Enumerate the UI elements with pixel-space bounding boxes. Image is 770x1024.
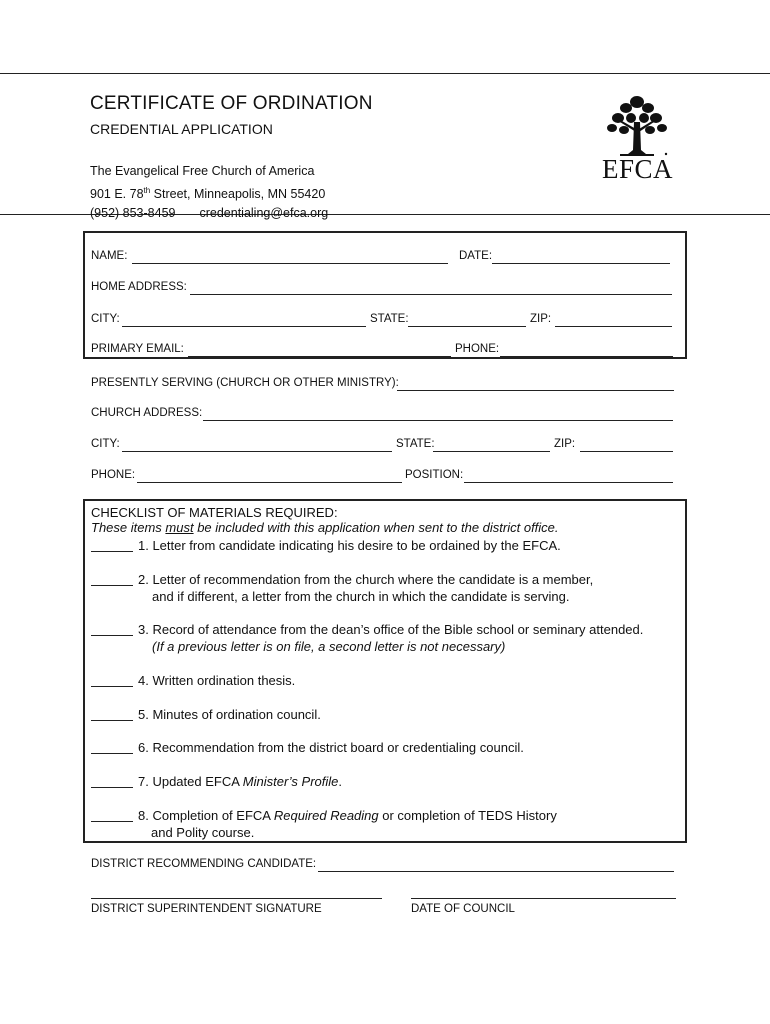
org-phone: (952) 853-8459 [90, 206, 176, 221]
name-field[interactable] [132, 263, 448, 264]
date-label: DATE: [459, 250, 493, 262]
date-of-council-label: DATE OF COUNCIL [411, 903, 515, 915]
church-zip-label: ZIP: [554, 438, 576, 450]
item-5-checkbox-line[interactable] [91, 720, 133, 721]
presently-serving-field[interactable] [397, 390, 674, 391]
presently-serving-label: PRESENTLY SERVING (CHURCH OR OTHER MINISTRY): [91, 377, 399, 389]
checklist-heading: CHECKLIST OF MATERIALS REQUIRED: [91, 505, 338, 520]
organization-block [90, 162, 328, 223]
church-address-field[interactable] [203, 420, 673, 421]
date-field[interactable] [492, 263, 670, 264]
top-rule [0, 73, 770, 74]
item-2-checkbox-line[interactable] [91, 585, 133, 586]
church-city-label: CITY: [91, 438, 120, 450]
checklist-item-2: 2. Letter of recommendation from the church where the candidate is a member, and if different, a letter from the church in which the candidate is serving. [91, 571, 593, 605]
item-1-checkbox-line[interactable] [91, 551, 133, 552]
church-city-field[interactable] [122, 451, 392, 452]
church-phone-label: PHONE: [91, 469, 136, 481]
item-8-checkbox-line[interactable] [91, 821, 133, 822]
church-phone-field[interactable] [137, 482, 402, 483]
position-field[interactable] [464, 482, 673, 483]
applicant-info-box [83, 231, 687, 359]
state-label: STATE: [370, 313, 409, 325]
position-label: POSITION: [405, 469, 464, 481]
phone-field[interactable] [500, 356, 673, 357]
org-contact [90, 204, 328, 223]
page-subtitle: CREDENTIAL APPLICATION [90, 121, 273, 137]
org-email: credentialing@efca.org [199, 206, 329, 221]
state-field[interactable] [408, 326, 526, 327]
item-7-checkbox-line[interactable] [91, 787, 133, 788]
org-name: The Evangelical Free Church of America [90, 164, 315, 178]
primary-email-label: PRIMARY EMAIL: [91, 343, 184, 355]
superintendent-signature-line[interactable] [91, 898, 382, 899]
city-field[interactable] [122, 326, 366, 327]
checklist-item-1: 1. Letter from candidate indicating his desire to be ordained by the EFCA. [91, 537, 561, 554]
checklist-item-4: 4. Written ordination thesis. [91, 672, 295, 689]
checklist-item-8: 8. Completion of EFCA Required Reading or completion of TEDS History and Polity course. [91, 807, 557, 841]
page-title: CERTIFICATE OF ORDINATION [90, 93, 373, 114]
city-label: CITY: [91, 313, 120, 325]
church-address-label: CHURCH ADDRESS: [91, 407, 203, 419]
home-address-field[interactable] [190, 294, 672, 295]
zip-label: ZIP: [530, 313, 552, 325]
checklist-item-6: 6. Recommendation from the district board or credentialing council. [91, 739, 524, 756]
checklist-item-5: 5. Minutes of ordination council. [91, 706, 321, 723]
name-label: NAME: [91, 250, 128, 262]
zip-field[interactable] [555, 326, 672, 327]
phone-label: PHONE: [455, 343, 500, 355]
item-4-checkbox-line[interactable] [91, 686, 133, 687]
church-state-field[interactable] [433, 451, 550, 452]
church-zip-field[interactable] [580, 451, 673, 452]
church-state-label: STATE: [396, 438, 435, 450]
org-address: 901 E. 78th Street, Minneapolis, MN 55420 [90, 186, 326, 202]
efca-logo-text: EFCA [602, 154, 674, 184]
checklist-item-3: 3. Record of attendance from the dean’s office of the Bible school or seminary attended. (If a previous letter is on file, a second letter is not necessary) [91, 621, 643, 655]
superintendent-signature-label: DISTRICT SUPERINTENDENT SIGNATURE [91, 903, 322, 915]
item-6-checkbox-line[interactable] [91, 753, 133, 754]
primary-email-field[interactable] [188, 356, 451, 357]
district-recommending-field[interactable] [318, 871, 674, 872]
district-recommending-label: DISTRICT RECOMMENDING CANDIDATE: [91, 858, 317, 870]
checklist-instructions: These items must be included with this application when sent to the district office. [91, 520, 559, 535]
item-3-checkbox-line[interactable] [91, 635, 133, 636]
home-address-label: HOME ADDRESS: [91, 281, 187, 293]
date-of-council-line[interactable] [411, 898, 676, 899]
checklist-item-7: 7. Updated EFCA Minister’s Profile. [91, 773, 342, 790]
